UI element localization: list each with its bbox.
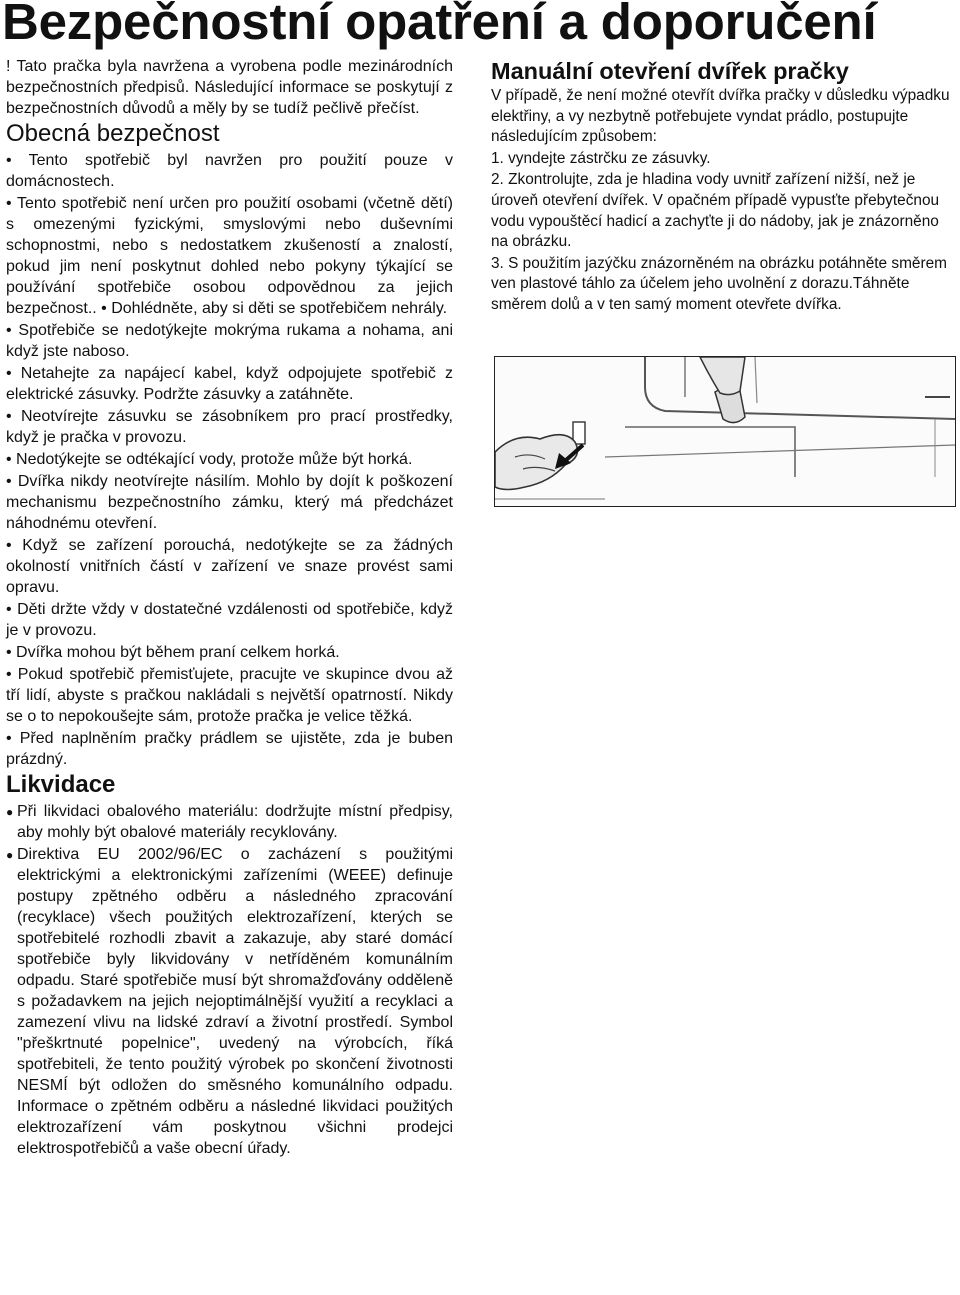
intro-paragraph: ! Tato pračka byla navržena a vyrobena podle mezinárodních bezpečnostních předpisů. Následující informace se poskytují z bezpečnostních důvodů a měly by se tudíž pečlivě přečíst. — [6, 58, 453, 117]
safety-item: • Spotřebiče se nedotýkejte mokrýma rukama a nohama, ani když jste naboso. — [6, 322, 453, 360]
left-column — [6, 56, 453, 1159]
disposal-item — [6, 844, 453, 1159]
step-item: 1. vyndejte zástrčku ze zásuvky. — [491, 149, 711, 167]
right-column — [491, 56, 953, 316]
safety-item: • Když se zařízení porouchá, nedotýkejte se za žádných okolností vnitřních částí v zařízení ve snaze provést sami opravu. — [6, 537, 453, 596]
manual-door-intro: V případě, že není možné otevřít dvířka pračky v důsledku výpadku elektřiny, a vy nezbytně potřebujete vyndat prádlo, postupujte následujícím způsobem: — [491, 87, 950, 146]
safety-item: • Dvířka nikdy neotvírejte násilím. Mohlo by dojít k poškození mechanismu bezpečnostního zámku, který má předcházet náhodnému otevření. — [6, 473, 453, 532]
disposal-item-text: Direktiva EU 2002/96/EC o zacházení s použitými elektrickými a elektronickými zařízeními (WEEE) definuje postupy zpětného odběru a následného zpracování (recyklace) všech použitých elektrozařízení, kterých se spotřebitelé rozhodli zbavit a zakazuje, aby staré domácí spotřebiče byly likvidovány v netříděném komunálním odpadu. Staré spotřebiče musí být shromažďovány odděleně s požadavkem na jejich nejoptimálnější využití a recyklaci a zamezení vlivu na lidské zdraví a životní prostředí. Symbol "přeškrtnuté popelnice", uvedený na výrobcích, říká spotřebiteli, že tento použitý výrobek po skončení životnosti NESMÍ být odložen do směsného komunálního odpadu. Informace o zpětném odběru a následné likvidaci použitých elektrozařízení vám poskytnou všichni prodejci elektrospotřebičů a vaše obecní úřady. — [17, 846, 453, 1157]
safety-item: • Děti držte vždy v dostatečné vzdálenosti od spotřebiče, když je v provozu. — [6, 601, 453, 639]
disposal-item — [6, 801, 453, 843]
safety-item: • Tento spotřebič není určen pro použití osobami (včetně dětí) s omezenými fyzickými, smyslovými nebo duševními schopnostmi, nebo s nedostatkem zkušeností a znalostí, pokud jim není poskytnut dohled nebo pokyny týkající se používání spotřebiče osobou odpovědnou za jejich bezpečnost.. • Dohlédněte, aby si děti se spotřebičem nehrály. — [6, 195, 453, 317]
door-release-illustration — [494, 356, 956, 507]
safety-item: • Před naplněním pračky prádlem se ujistěte, zda je buben prázdný. — [6, 730, 453, 768]
door-release-drawing — [495, 357, 955, 506]
step-item: 2. Zkontrolujte, zda je hladina vody uvnitř zařízení nižší, než je úroveň otevření dvířek. V opačném případě vypusťte přebytečnou vodu vypouštěcí hadicí a zachyťte ji do nádoby, jak je znázorněno na obrázku. — [491, 171, 940, 251]
general-safety-heading: Obecná bezpečnost — [6, 120, 220, 147]
safety-item: • Pokud spotřebič přemisťujete, pracujte ve skupince dvou až tří lidí, abyste s pračkou nakládali s největší opatrností. Nikdy se o to nepokoušejte sám, protože pračka je velice těžká. — [6, 666, 453, 725]
safety-item: • Dvířka mohou být během praní celkem horká. — [6, 644, 340, 661]
disposal-item-text: Při likvidaci obalového materiálu: dodržujte místní předpisy, aby mohly být obalové materiály recyklovány. — [17, 803, 453, 841]
safety-item: • Tento spotřebič byl navržen pro použití pouze v domácnostech. — [6, 152, 453, 190]
step-item: 3. S použitím jazýčku znázorněném na obrázku potáhněte směrem ven plastové táhlo za účelem jeho uvolnění z dorazu.Táhněte směrem dolů a v ten samý moment otevřete dvířka. — [491, 254, 947, 313]
safety-item: • Neotvírejte zásuvku se zásobníkem pro prací prostředky, když je pračka v provozu. — [6, 408, 453, 446]
bullet-icon: ● — [6, 848, 14, 862]
bullet-icon: ● — [6, 805, 14, 819]
disposal-heading: Likvidace — [6, 771, 116, 798]
safety-item: • Netahejte za napájecí kabel, když odpojujete spotřebič z elektrické zásuvky. Podržte zásuvky a zatáhněte. — [6, 365, 453, 403]
manual-door-heading: Manuální otevření dvířek pračky — [491, 58, 849, 84]
safety-item: • Nedotýkejte se odtékající vody, protože může být horká. — [6, 451, 413, 468]
page-title: Bezpečnostní opatření a doporučení — [2, 0, 877, 50]
